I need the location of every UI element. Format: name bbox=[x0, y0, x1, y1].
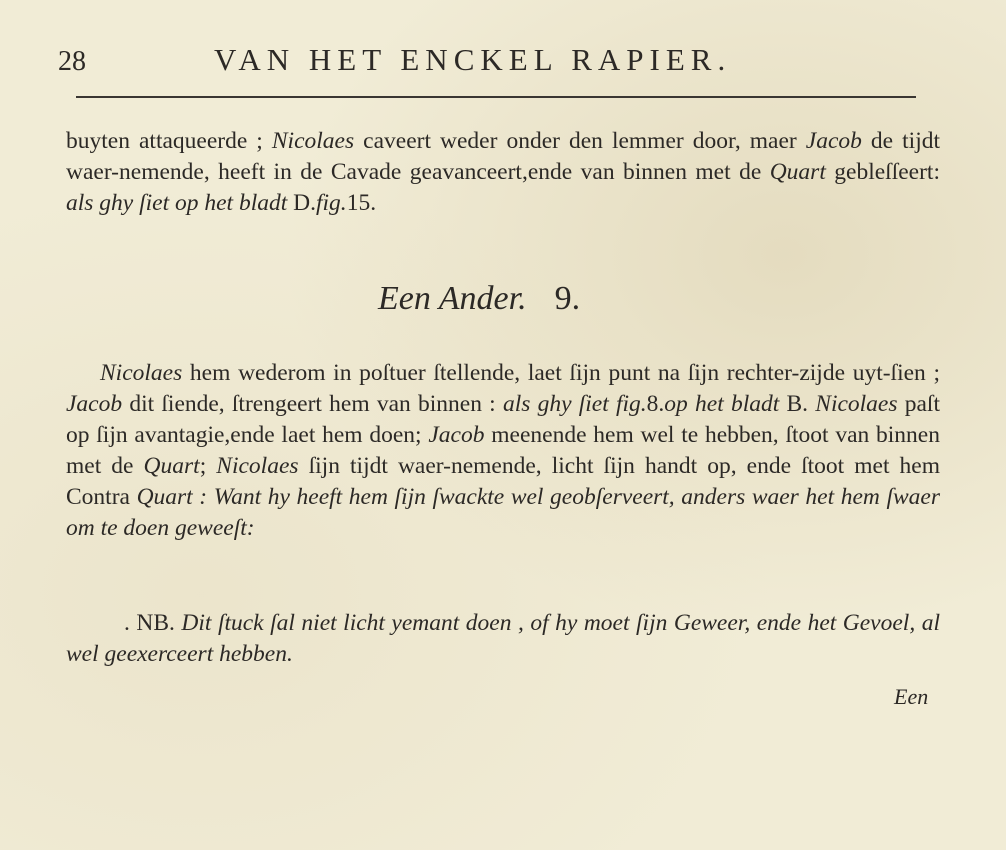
paragraph-3-nota-bene: . NB. Dit ſtuck ſal niet licht yemant doen , of hy moet ſijn Geweer, ende het Gevoel, al wel geexerceert hebben. bbox=[66, 610, 940, 667]
catchword: Een bbox=[894, 684, 929, 709]
running-head: VAN HET ENCKEL RAPIER. bbox=[214, 42, 732, 77]
page-header bbox=[58, 42, 918, 82]
paragraph-1: buyten attaqueerde ; Nicolaes caveert weder onder den lemmer door, maer Jacob de tijdt waer-nemende, heeft in de Cavade geavanceert,ende van binnen met de Quart gebleſſeert: als ghy ſiet op het bladt D.fig.15. bbox=[66, 128, 941, 216]
section-title: Een Ander. bbox=[378, 280, 527, 317]
paragraph-2: Nicolaes hem wederom in poſtuer ſtellende, laet ſijn punt na ſijn rechter-zijde uyt-ſien ; Jacob dit ſiende, ſtrengeert hem van binnen : als ghy ſiet fig.8.op het bladt B. Nicolaes paſt op ſijn avantagie,ende laet hem doen; Jacob meenende hem wel te hebben, ſtoot van binnen met de Quart; Nicolaes ſijn tijdt waer-nemende, licht ſijn handt op, ende ſtoot met hem Contra Quart : Want hy heeft hem ſijn ſwackte wel geobſerveert, anders waer het hem ſwaer om te doen geweeſt: bbox=[66, 360, 940, 541]
header-rule bbox=[76, 96, 916, 98]
page-number: 28 bbox=[58, 46, 86, 77]
section-heading bbox=[378, 280, 580, 318]
section-number: 9. bbox=[554, 280, 581, 317]
